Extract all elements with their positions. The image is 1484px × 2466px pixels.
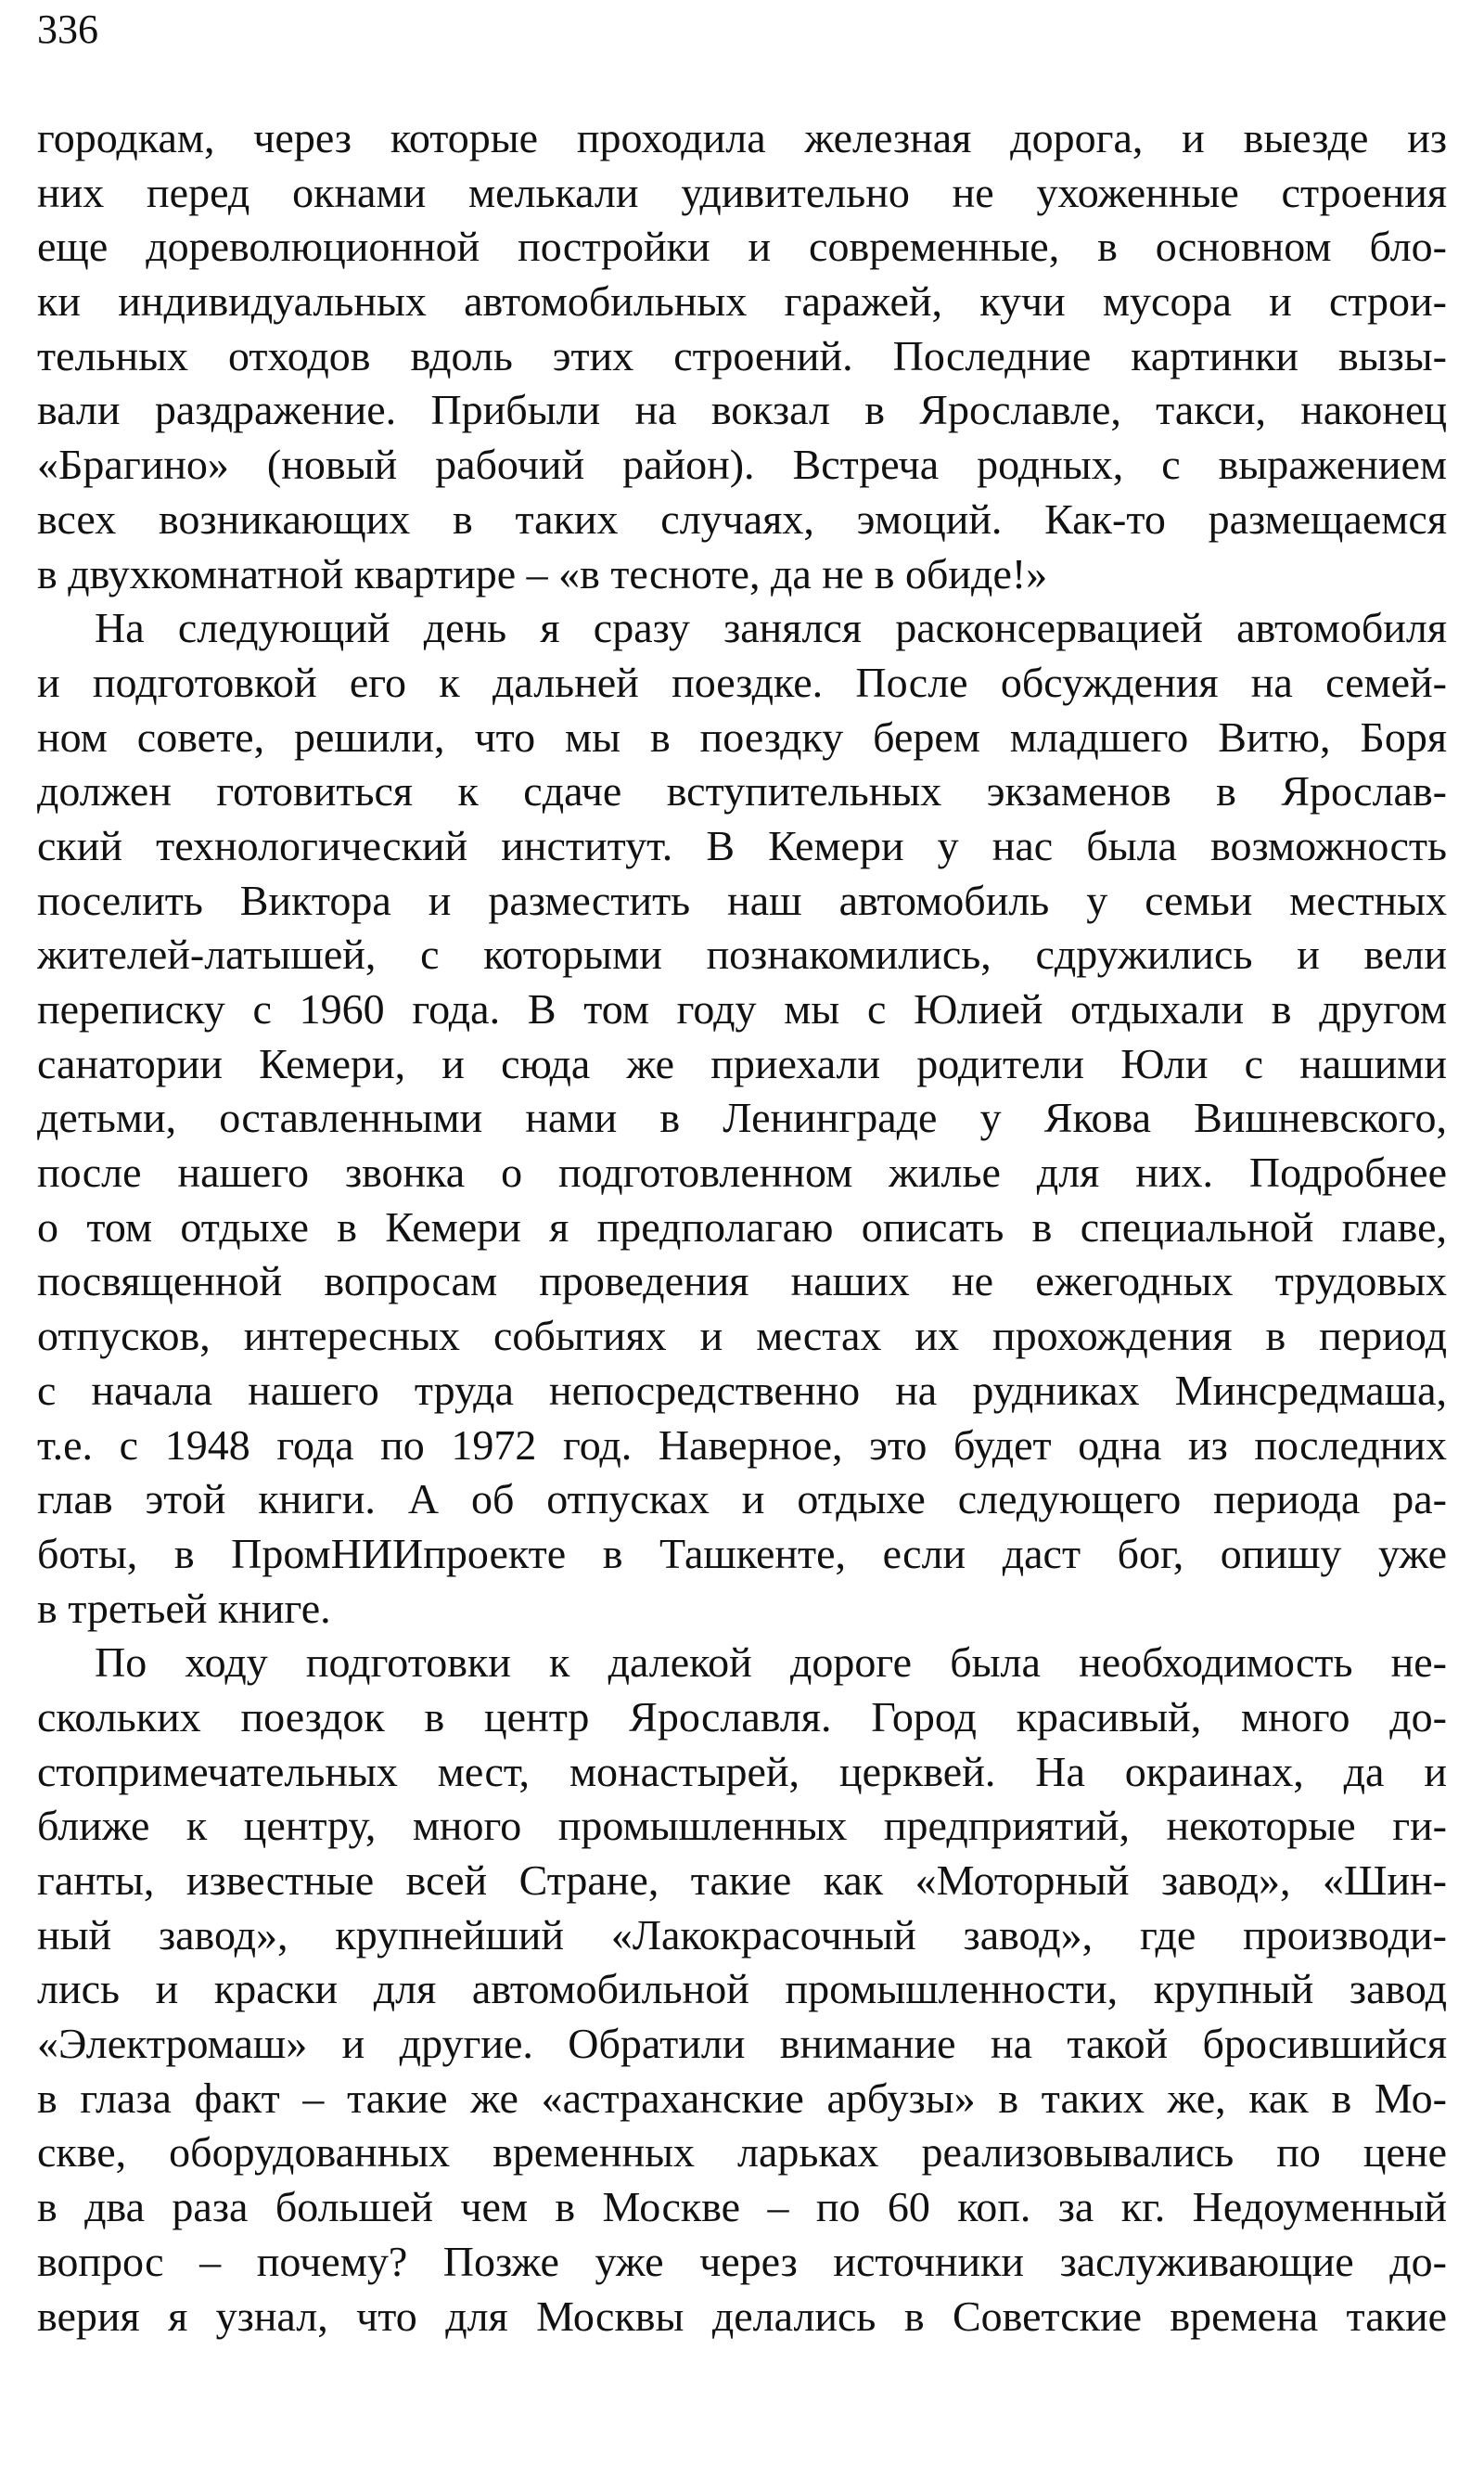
text-line: переписку с 1960 года. В том году мы с Юлией отдыхали в другом [37,985,1447,1033]
text-line: в третьей книге. [37,1584,331,1632]
text-line: верия я узнал, что для Москвы делались в Советские времена такие [37,2292,1447,2340]
text-line: санатории Кемери, и сюда же приехали родители Юли с нашими [37,1039,1447,1087]
text-line: всех возникающих в таких случаях, эмоций. Как-то размещаемся [37,494,1447,543]
text-line: городкам, через которые проходила железная дорога, и выезде из [37,114,1447,161]
text-line: после нашего звонка о подготовленном жилье для них. Подробнее [37,1149,1447,1197]
text-line: ный завод», крупнейший «Лакокрасочный завод», где производи- [37,1910,1447,1959]
text-line: с начала нашего труда непосредственно на рудниках Минсредмаша, [37,1366,1447,1414]
text-line: посвященной вопросам проведения наших не ежегодных трудовых [37,1257,1447,1305]
text-line: должен готовиться к сдаче вступительных экзаменов в Ярослав- [37,767,1447,816]
text-line: вопрос – почему? Позже уже через источники заслуживающие до- [37,2237,1447,2285]
text-line: отпусков, интересных событиях и местах их прохождения в период [37,1312,1447,1360]
page-number: 336 [37,6,98,52]
text-line: стопримечательных мест, монастырей, церквей. На окраинах, да и [37,1747,1447,1795]
text-line: о том отдыхе в Кемери я предполагаю описать в специальной главе, [37,1202,1447,1251]
paragraph-start-line: По ходу подготовки к далекой дороге была необходимость не- [95,1638,1447,1687]
text-line: «Электромаш» и другие. Обратили внимание на такой бросившийся [37,2020,1447,2068]
text-line: и подготовкой его к дальней поездке. После обсуждения на семей- [37,658,1447,706]
text-line: лись и краски для автомобильной промышленности, крупный завод [37,1965,1447,2013]
text-line: вали раздражение. Прибыли на вокзал в Ярославле, такси, наконец [37,386,1447,434]
text-line: них перед окнами мелькали удивительно не ухоженные строения [37,168,1447,216]
text-line: в глаза факт – такие же «астраханские арбузы» в таких же, как в Мо- [37,2074,1447,2122]
text-line: скольких поездок в центр Ярославля. Город красивый, много до- [37,1692,1447,1740]
text-line: глав этой книги. А об отпусках и отдыхе следующего периода ра- [37,1475,1447,1523]
text-line: поселить Виктора и разместить наш автомобиль у семьи местных [37,876,1447,924]
text-line: жителей-латышей, с которыми познакомились, сдружились и вели [37,931,1447,979]
text-line: скве, оборудованных временных ларьках реализовывались по цене [37,2128,1447,2177]
text-line: в двухкомнатной квартире – «в тесноте, да не в обиде!» [37,549,1048,597]
text-line: «Брагино» (новый рабочий район). Встреча родных, с выражением [37,441,1447,489]
paragraph-start-line: На следующий день я сразу занялся расконсервацией автомобиля [95,604,1447,652]
body-text [37,111,1447,2344]
text-line: детьми, оставленными нами в Ленинграде у Якова Вишневского, [37,1094,1447,1142]
text-line: ном совете, решили, что мы в поездку берем младшего Витю, Боря [37,713,1447,761]
text-line: боты, в ПромНИИпроекте в Ташкенте, если даст бог, опишу уже [37,1529,1447,1577]
text-line: т.е. с 1948 года по 1972 год. Наверное, это будет одна из последних [37,1420,1447,1469]
text-line: ки индивидуальных автомобильных гаражей, кучи мусора и строи- [37,277,1447,326]
text-line: ганты, известные всей Стране, такие как «Моторный завод», «Шин- [37,1856,1447,1904]
text-line: тельных отходов вдоль этих строений. Последние картинки вызы- [37,331,1447,379]
text-line: в два раза большей чем в Москве – по 60 коп. за кг. Недоуменный [37,2183,1447,2231]
text-line: ближе к центру, много промышленных предприятий, некоторые ги- [37,1802,1447,1850]
text-line: ский технологический институт. В Кемери у нас была возможность [37,821,1447,869]
text-line: еще дореволюционной постройки и современные, в основном бло- [37,223,1447,271]
